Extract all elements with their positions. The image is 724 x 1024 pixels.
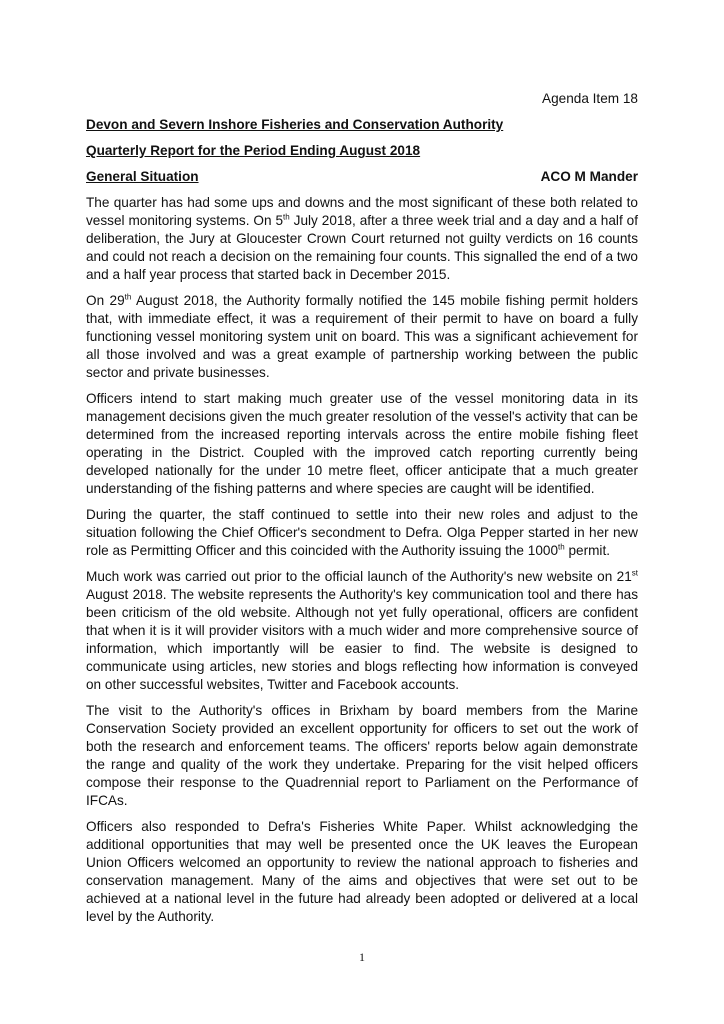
report-title: Quarterly Report for the Period Ending August 2018 xyxy=(86,143,421,158)
paragraph: The visit to the Authority's offices in Brixham by board members from the Marine Conservation Society provided an excellent opportunity for officers to set out the work of both the research and enforcement teams. The officers' reports below again demonstrate the range and quality of the work they undertake. Preparing for the visit helped officers compose their response to the Quadrennial report to Parliament on the Performance of IFCAs. xyxy=(86,703,638,808)
paragraph: Much work was carried out prior to the official launch of the Authority's new website on 21st August 2018. The website represents the Authority's key communication tool and there has been criticism of the old website. Although not yet fully operational, officers are confident that when it is it will provider visitors with a much wider and more comprehensive source of information, which importantly will be easier to find. The website is designed to communicate using articles, new stories and blogs reflecting how information is conveyed on other successful websites, Twitter and Facebook accounts. xyxy=(86,568,638,692)
author-name: ACO M Mander xyxy=(540,169,638,184)
paragraph: During the quarter, the staff continued to settle into their new roles and adjust to the situation following the Chief Officer's secondment to Defra. Olga Pepper started in her new role as Permitting Officer and this coincided with the Authority issuing the 1000th permit. xyxy=(86,507,638,558)
paragraph: On 29th August 2018, the Authority formally notified the 145 mobile fishing permit holders that, with immediate effect, it was a requirement of their permit to have on board a fully functioning vessel monitoring system unit on board. This was a significant achievement for all those involved and was a great example of partnership working between the public sector and private businesses. xyxy=(86,292,639,380)
page-number: 1 xyxy=(359,950,365,964)
paragraph: The quarter has had some ups and downs and the most significant of these both related to vessel monitoring systems. On 5th July 2018, after a three week trial and a day and a half of deliberation, the Jury at Gloucester Crown Court returned not guilty verdicts on 16 counts and could not reach a decision on the remaining four counts. This signalled the end of a two and a half year process that started back in December 2015. xyxy=(86,195,638,282)
section-title: General Situation xyxy=(86,169,199,184)
agenda-item-label: Agenda Item 18 xyxy=(542,91,638,106)
paragraph: Officers also responded to Defra's Fisheries White Paper. Whilst acknowledging the additional opportunities that may well be presented once the UK leaves the European Union Officers welcomed an opportunity to review the national approach to fisheries and conservation management. Many of the aims and objectives that were set out to be achieved at a national level in the future had already been adopted or delivered at a local level by the Authority. xyxy=(86,819,638,924)
report-body xyxy=(86,194,638,934)
paragraph: Officers intend to start making much greater use of the vessel monitoring data in its management decisions given the much greater resolution of the vessel's activity that can be determined from the increased reporting intervals across the entire mobile fishing fleet operating in the District. Coupled with the improved catch reporting currently being developed nationally for the under 10 metre fleet, officer anticipate that a much greater understanding of the fishing patterns and where species are caught will be identified. xyxy=(86,391,638,496)
organisation-heading: Devon and Severn Inshore Fisheries and Conservation Authority xyxy=(86,117,504,132)
